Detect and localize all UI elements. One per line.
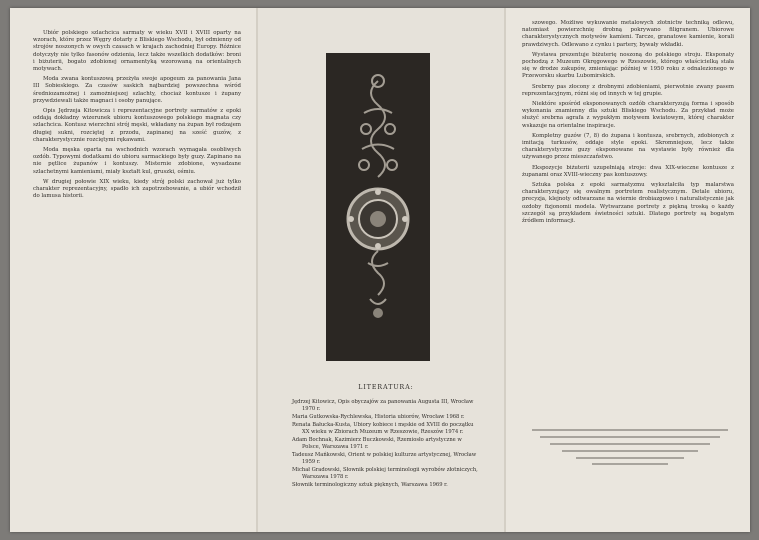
right-text-column bbox=[522, 20, 734, 228]
reference-item: Renata Bałucka-Kusta, Ubiory kobiece i męskie od XVIII do początku XX wieku w Zbiorach Muzeum w Rzeszowie, Rzeszów 1974 r. bbox=[292, 422, 474, 435]
right-panel bbox=[506, 8, 750, 532]
paragraph: Sztuka polska z epoki sarmatyzmu wykształciła typ malarstwa charakteryzujący się owalnym portretem realistycznym. Detale ubioru, precyzja, klejnoty odtwarzane na wiernie drobiazgowo i naturalistycznie jak ozdoby fizjonomii modela. Wytwarzane portrety z piękną troską o każdy szczegół są przykładem świetności sztuki. Dlatego portrety są bogatym źródłem informacji. bbox=[522, 182, 734, 225]
reference-item: Michał Gradowski, Słownik polskiej terminologii wyrobów złotniczych, Warszawa 1978 r. bbox=[292, 467, 478, 480]
reference-item: Jędrzej Kitowicz, Opis obyczajów za panowania Augusta III, Wrocław 1970 r. bbox=[292, 399, 474, 412]
reference-item: Tadeusz Mańkowski, Orient w polskiej kulturze artystycznej, Wrocław 1959 r. bbox=[292, 452, 477, 465]
paragraph: Moda męska oparta na wschodnich wzorach wymagała osobliwych ozdób. Typowymi dodatkami do ubioru sarmackiego były guzy. Zapinano na nie pętlice żupanów i kontuszy. Misternie zdobione, wysadzane szlachetnymi kamieniami, miały kształt kul, gruszki, ośmiu. bbox=[33, 147, 241, 175]
jewelry-photo bbox=[326, 53, 430, 361]
paragraph: Ubiór polskiego szlachcica sarmaty w wieku XVII i XVIII oparty na wzorach, które przez Węgry dotarły z Bliskiego Wschodu, był odmienny od strojów noszonych w owych czasach w krajach zachodniej Europy. Różnice dotyczyły nie tylko fasonów odzienia, lecz także wszelkich dodatków: broni i biżuterii, bogato zdobionej ornamentyką wzorowaną na orientalnych motywach. bbox=[33, 30, 241, 73]
decorative-line-ornament bbox=[532, 426, 728, 466]
paragraph: szowego. Możliwe wykuwanie metalowych złotnictw techniką odlewu, natomiast powierzchnię drobną pokrywano filigranem. Ubiorowe charakterystycznych motywów kamieni. Tarcze, granatowe kamienie, korali prawdziwych. Odlewano z cynku i partery, bywały wkładki. bbox=[522, 20, 734, 48]
paragraph: Opis Jędrzeja Kitowicza i reprezentacyjne portrety sarmatów z epoki oddają dokładny wizerunek ubioru kontuszowego polskiego magnata czy szlachcica. Kontusz wierzchni strój męski, wkładany na żupan był rodzajem długiej sukni, rozciętej z przodu, zapinanej na sześć guzów, z charakterystycznie rozciętymi rękawami. bbox=[33, 108, 241, 143]
paragraph: Moda zwana kontuszową przeżyła swoje apogeum za panowania Jana III Sobieskiego. Za czasów saskich najbardziej powszechna wśród średniozamożnej i zamożniejszej szlachty, chociaż kontusze i żupany przywdziewali także magnaci i osoby panujące. bbox=[33, 76, 241, 104]
reference-item: Maria Gutkowska-Rychlewska, Historia ubiorów, Wrocław 1968 r. bbox=[292, 414, 465, 420]
left-panel bbox=[10, 8, 256, 532]
reference-item: Adam Bochnak, Kazimierz Buczkowski, Rzemiosło artystyczne w Polsce, Warszawa 1971 r. bbox=[292, 437, 462, 450]
middle-panel bbox=[258, 8, 504, 532]
paragraph: Niektóre spośród eksponowanych ozdób charakteryzują forma i sposób wykonania znamienny dla sztuki Bliskiego Wschodu. Za przykład może służyć srebrna agrafa z wypukłym motywem kwiatowym, której charakter wskazuje na orientalne inspiracje. bbox=[522, 101, 734, 129]
paragraph: Wystawa prezentuje biżuterię noszoną do polskiego stroju. Eksponaty pochodzą z Muzeum Okręgowego w Rzeszowie, którego właścicielką stała się w drodze zakupów, zmieniając później w 1950 roku z odnalezionego w Przeworsku skarbu Lubomirskich. bbox=[522, 51, 734, 80]
paragraph: Kompletny guzów (7, 8) do żupana i kontusza, srebrnych, zdobionych z imitacją turkusów, oddaje style epoki. Skromniejsze, lecz także charakterystyczne guzy eksponowane na wystawie były również dla używanego przez mieszczaństwo. bbox=[522, 132, 734, 161]
left-text-column bbox=[33, 30, 241, 203]
brochure-sheet bbox=[10, 8, 750, 532]
brooch-illustration bbox=[326, 53, 430, 361]
literature-section bbox=[292, 384, 480, 490]
reference-item: Słownik terminologiczny sztuk pięknych, Warszawa 1969 r. bbox=[292, 482, 448, 488]
literature-heading: LITERATURA: bbox=[358, 384, 414, 391]
paragraph: W drugiej połowie XIX wieku, kiedy strój polski zachował już tylko charakter reprezentacyjny, spadło ich zapotrzebowanie, a ubiór wchodził do lamusa historii. bbox=[33, 178, 241, 200]
paragraph: Ekspozycje biżuterii uzupełniają stroje: dwa XIX-wieczne kontusze z żupanami oraz XVIII-wieczny pas kontuszowy. bbox=[522, 164, 734, 178]
paragraph: Srebrny pas złocony z drobnymi zdobieniami, pierwotnie zwany pasem reprezentacyjnym, różni się od innych w tej grupie. bbox=[522, 83, 734, 97]
